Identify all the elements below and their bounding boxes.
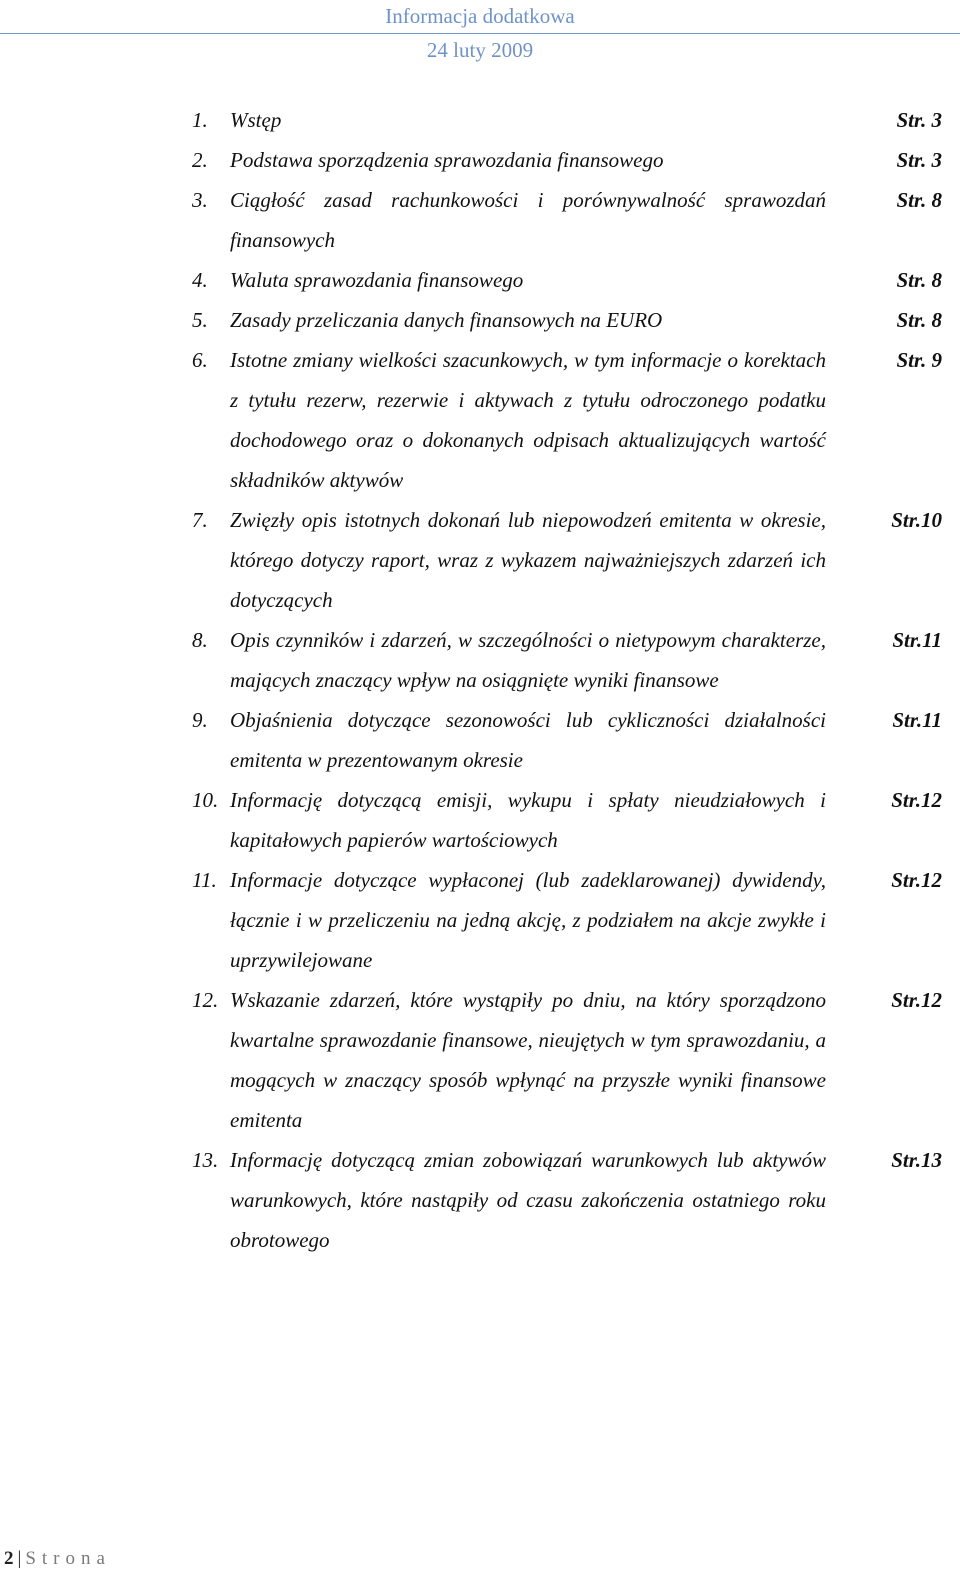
toc-entry-page: Str. 3 bbox=[896, 108, 942, 132]
toc-entry[interactable] bbox=[0, 500, 960, 620]
toc-entry-number: 4. bbox=[192, 268, 208, 292]
toc-entry[interactable] bbox=[0, 340, 960, 500]
toc-entry-page: Str.13 bbox=[891, 1148, 942, 1172]
toc-entry-page: Str. 8 bbox=[896, 188, 942, 212]
toc-entry-page: Str. 9 bbox=[896, 348, 942, 372]
toc-entry-number: 1. bbox=[192, 108, 208, 132]
toc-entry-page: Str.12 bbox=[891, 788, 942, 812]
toc-entry-number: 3. bbox=[192, 188, 208, 212]
toc-entry[interactable] bbox=[0, 180, 960, 260]
toc-entry-title: Informacje dotyczące wypłaconej (lub zadeklarowanej) dywidendy, łącznie i w przeliczeniu na jedną akcję, z podziałem na akcje zwykłe i uprzywilejowane bbox=[230, 868, 826, 972]
page-footer bbox=[4, 1548, 111, 1570]
toc-entry-title: Istotne zmiany wielkości szacunkowych, w tym informacje o korektach z tytułu rezerw, rezerwie i aktywach z tytułu odroczonego podatku dochodowego oraz o dokonanych odpisach aktualizujących wartość składników aktywów bbox=[230, 348, 826, 492]
toc-entry-title: Wstęp bbox=[230, 108, 282, 132]
footer-page-label: Strona bbox=[25, 1548, 111, 1569]
footer-page-number: 2 bbox=[4, 1548, 14, 1569]
toc-entry-page: Str.12 bbox=[891, 988, 942, 1012]
toc-entry-page: Str.11 bbox=[892, 628, 942, 652]
toc-entry-number: 10. bbox=[192, 788, 219, 812]
toc-entry-page: Str.11 bbox=[892, 708, 942, 732]
toc-entry[interactable] bbox=[0, 1140, 960, 1260]
toc-entry-title: Waluta sprawozdania finansowego bbox=[230, 268, 524, 292]
toc-entry-page: Str. 3 bbox=[896, 148, 942, 172]
toc-entry-page: Str. 8 bbox=[896, 268, 942, 292]
toc-entry-number: 7. bbox=[192, 508, 208, 532]
toc-entry-title: Ciągłość zasad rachunkowości i porównywalność sprawozdań finansowych bbox=[230, 188, 826, 252]
toc-entry-number: 8. bbox=[192, 628, 208, 652]
toc-entry[interactable] bbox=[0, 300, 960, 340]
table-of-contents bbox=[0, 100, 960, 1260]
toc-entry-page: Str. 8 bbox=[896, 308, 942, 332]
toc-entry-number: 6. bbox=[192, 348, 208, 372]
toc-entry-page: Str.12 bbox=[891, 868, 942, 892]
toc-entry[interactable] bbox=[0, 700, 960, 780]
toc-entry-title: Informację dotyczącą emisji, wykupu i spłaty nieudziałowych i kapitałowych papierów wartościowych bbox=[230, 788, 826, 852]
toc-entry-number: 9. bbox=[192, 708, 208, 732]
header-rule bbox=[0, 33, 960, 34]
toc-entry[interactable] bbox=[0, 860, 960, 980]
footer-separator: | bbox=[17, 1548, 22, 1569]
toc-entry-title: Wskazanie zdarzeń, które wystąpiły po dniu, na który sporządzono kwartalne sprawozdanie finansowe, nieujętych w tym sprawozdaniu, a mogących w znaczący sposób wpłynąć na przyszłe wyniki finansowe emitenta bbox=[230, 988, 826, 1132]
page-header bbox=[0, 0, 960, 62]
toc-entry-title: Objaśnienia dotyczące sezonowości lub cykliczności działalności emitenta w prezentowanym okresie bbox=[230, 708, 826, 772]
toc-entry-title: Opis czynników i zdarzeń, w szczególności o nietypowym charakterze, mających znaczący wpływ na osiągnięte wyniki finansowe bbox=[230, 628, 826, 692]
toc-entry[interactable] bbox=[0, 140, 960, 180]
toc-entry-number: 5. bbox=[192, 308, 208, 332]
toc-entry-number: 2. bbox=[192, 148, 208, 172]
toc-entry-title: Informację dotyczącą zmian zobowiązań warunkowych lub aktywów warunkowych, które nastąpiły od czasu zakończenia ostatniego roku obrotowego bbox=[230, 1148, 826, 1252]
toc-entry-page: Str.10 bbox=[891, 508, 942, 532]
toc-entry[interactable] bbox=[0, 100, 960, 140]
toc-entry[interactable] bbox=[0, 980, 960, 1140]
toc-entry[interactable] bbox=[0, 260, 960, 300]
toc-entry-number: 12. bbox=[192, 988, 219, 1012]
toc-entry-title: Zasady przeliczania danych finansowych na EURO bbox=[230, 308, 663, 332]
toc-entry-title: Podstawa sporządzenia sprawozdania finansowego bbox=[230, 148, 664, 172]
toc-entry[interactable] bbox=[0, 620, 960, 700]
toc-entry-number: 11. bbox=[192, 868, 217, 892]
toc-entry-title: Zwięzły opis istotnych dokonań lub niepowodzeń emitenta w okresie, którego dotyczy raport, wraz z wykazem najważniejszych zdarzeń ich dotyczących bbox=[230, 508, 826, 612]
toc-entry-number: 13. bbox=[192, 1148, 219, 1172]
document-title: Informacja dodatkowa bbox=[385, 4, 575, 28]
toc-entry[interactable] bbox=[0, 780, 960, 860]
document-date: 24 luty 2009 bbox=[426, 38, 534, 62]
